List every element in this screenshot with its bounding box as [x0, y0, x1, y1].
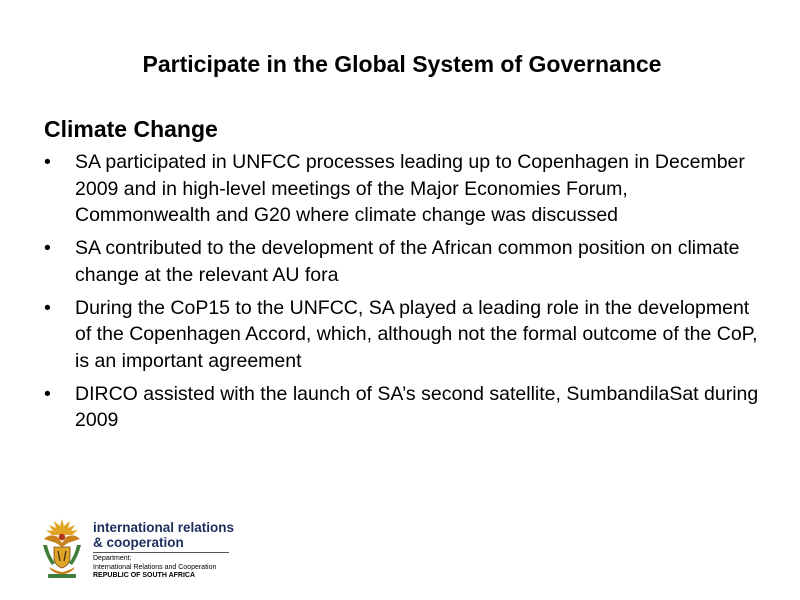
bullet-item — [44, 295, 764, 375]
bullet-text: DIRCO assisted with the launch of SA’s second satellite, SumbandilaSat during 2009 — [75, 382, 759, 431]
org-name — [93, 521, 234, 550]
bullet-text: SA contributed to the development of the African common position on climate change at the relevant AU fora — [75, 237, 740, 286]
bullet-list — [44, 149, 764, 440]
department-name: International Relations and Cooperation — [93, 563, 217, 571]
department-label: Department: — [93, 555, 132, 562]
slide-title: Participate in the Global System of Governance — [142, 51, 662, 77]
logo-divider — [93, 552, 229, 553]
bullet-item — [44, 235, 764, 288]
department-details — [93, 555, 216, 581]
org-name-line-1: international relations — [93, 520, 235, 535]
bullet-icon: • — [44, 237, 51, 259]
country-name: REPUBLIC OF SOUTH AFRICA — [93, 572, 196, 579]
bullet-icon: • — [44, 382, 51, 405]
bullet-item — [44, 149, 764, 229]
bullet-item — [44, 381, 764, 434]
bullet-text: SA participated in UNFCC processes leading up to Copenhagen in December 2009 and in high-level meetings of the Major Economies Forum, Commonwealth and G20 where climate change was discussed — [75, 151, 745, 226]
coat-of-arms-icon — [40, 517, 84, 579]
section-heading: Climate Change — [44, 116, 218, 142]
org-name-line-2: & cooperation — [93, 534, 184, 550]
bullet-icon: • — [44, 151, 51, 173]
bullet-text: During the CoP15 to the UNFCC, SA played a leading role in the development of the Copenhagen Accord, which, although not the formal outcome of the CoP, is an important agreement — [75, 296, 758, 372]
department-logo — [40, 517, 240, 579]
bullet-icon: • — [44, 296, 51, 319]
